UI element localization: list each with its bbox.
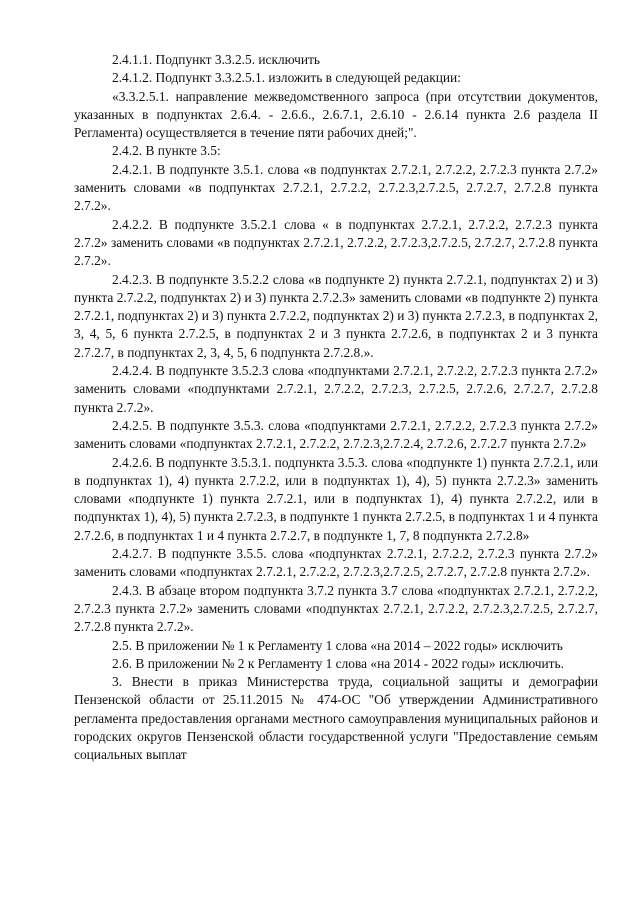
paragraph-2-4-2-6: 2.4.2.6. В подпункте 3.5.3.1. подпункта 3.5.3. слова «подпункте 1) пункта 2.7.2.1, или в подпунктах 1), 4) пункта 2.7.2.2, или в подпунктах 1), 4), 5) пункта 2.7.2.3» заменить словами «подпункте 1) пункта 2.7.2.1, или в подпунктах 1), 4) пункта 2.7.2.2, или в подпунктах 1), 4), 5) пункта 2.7.2.3, в подпункте 1 пункта 2.7.2.5, в подпунктах 1 и 4 пункта 2.7.2.6, в подпунктах 1 и 4 пункта 2.7.2.7, в подпункте 1, 7, 8 подпункта 2.7.2.8» <box>74 454 598 543</box>
paragraph-2-4-2-5: 2.4.2.5. В подпункте 3.5.3. слова «подпунктами 2.7.2.1, 2.7.2.2, 2.7.2.3 пункта 2.7.2» заменить словами «подпунктах 2.7.2.1, 2.7.2.2, 2.7.2.3,2.7.2.4, 2.7.2.6, 2.7.2.7 пункта 2.7.2» <box>74 417 598 452</box>
paragraph-3-3-2-5-1-quote: «3.3.2.5.1. направление межведомственного запроса (при отсутствии документов, указанных в подпунктах 2.6.4. - 2.6.6., 2.6.7.1, 2.6.10 - 2.6.14 пункта 2.6 раздела II Регламента) осуществляется в течение пяти рабочих дней;". <box>74 88 598 141</box>
paragraph-2-4-2: 2.4.2. В пункте 3.5: <box>112 143 221 159</box>
paragraph-2-4-2-7: 2.4.2.7. В подпункте 3.5.5. слова «подпунктах 2.7.2.1, 2.7.2.2, 2.7.2.3 пункта 2.7.2» заменить словами «подпунктах 2.7.2.1, 2.7.2.2, 2.7.2.3,2.7.2.5, 2.7.2.7, 2.7.2.8 пункта 2.7.2». <box>74 546 598 580</box>
paragraph-2-4-2-4: 2.4.2.4. В подпункте 3.5.2.3 слова «подпунктами 2.7.2.1, 2.7.2.2, 2.7.2.3 пункта 2.7.2» заменить словами «подпунктами 2.7.2.1, 2.7.2.2, 2.7.2.3, 2.7.2.5, 2.7.2.6, 2.7.2.7, 2.7.2.8 пункта 2.7.2». <box>74 363 598 415</box>
paragraph-2-4-2-2: 2.4.2.2. В подпункте 3.5.2.1 слова « в подпунктах 2.7.2.1, 2.7.2.2, 2.7.2.3 пункта 2.7.2» заменить словами «в подпунктах 2.7.2.1, 2.7.2.2, 2.7.2.3,2.7.2.5, 2.7.2.7, 2.7.2.8 пункта 2.7.2». <box>74 216 598 269</box>
paragraph-2-4-2-3: 2.4.2.3. В подпункте 3.5.2.2 слова «в подпункте 2) пункта 2.7.2.1, подпунктах 2) и 3) пункта 2.7.2.2, подпунктах 2) и 3) пункта 2.7.2.3» заменить словами «в подпункте 2) пункта 2.7.2.1, подпунктах 2) и 3) пункта 2.7.2.2, подпунктах 2) и 3) пункта 2.7.2.3, в подпунктах 2, 3, 4, 5, 6 пункта 2.7.2.5, в подпунктах 2 и 3 пункта 2.7.2.6, в подпунктах 2 и 3 пункта 2.7.2.7, в подпунктах 2, 3, 4, 5, 6 подпункта 2.7.2.8.». <box>74 271 598 360</box>
paragraph-3: 3. Внести в приказ Министерства труда, социальной защиты и демографии Пензенской области от 25.11.2015 № 474-ОС "Об утверждении Административного регламента предоставления органами местного самоуправления муниципальных районов и городских округов Пензенской области государственной услуги "Предоставление семьям социальных выплат <box>74 674 598 763</box>
paragraph-2-4-1-2: 2.4.1.2. Подпункт 3.3.2.5.1. изложить в следующей редакции: <box>112 70 461 86</box>
paragraph-2-5: 2.5. В приложении № 1 к Регламенту 1 слова «на 2014 – 2022 годы» исключить <box>112 637 563 653</box>
paragraph-2-4-3: 2.4.3. В абзаце втором подпункта 3.7.2 пункта 3.7 слова «подпунктах 2.7.2.1, 2.7.2.2, 2.7.2.3 пункта 2.7.2» заменить словами «подпунктах 2.7.2.1, 2.7.2.2, 2.7.2.3,2.7.2.5, 2.7.2.7, 2.7.2.8 пункта 2.7.2». <box>74 582 598 635</box>
document-page <box>74 51 598 765</box>
paragraph-2-4-2-1: 2.4.2.1. В подпункте 3.5.1. слова «в подпунктах 2.7.2.1, 2.7.2.2, 2.7.2.3 пункта 2.7.2» заменить словами «в подпунктах 2.7.2.1, 2.7.2.2, 2.7.2.3,2.7.2.5, 2.7.2.7, 2.7.2.8 пункта 2.7.2». <box>74 161 598 214</box>
paragraph-2-4-1-1: 2.4.1.1. Подпункт 3.3.2.5. исключить <box>112 52 321 67</box>
paragraph-2-6: 2.6. В приложении № 2 к Регламенту 1 слова «на 2014 - 2022 годы» исключить. <box>112 655 564 671</box>
